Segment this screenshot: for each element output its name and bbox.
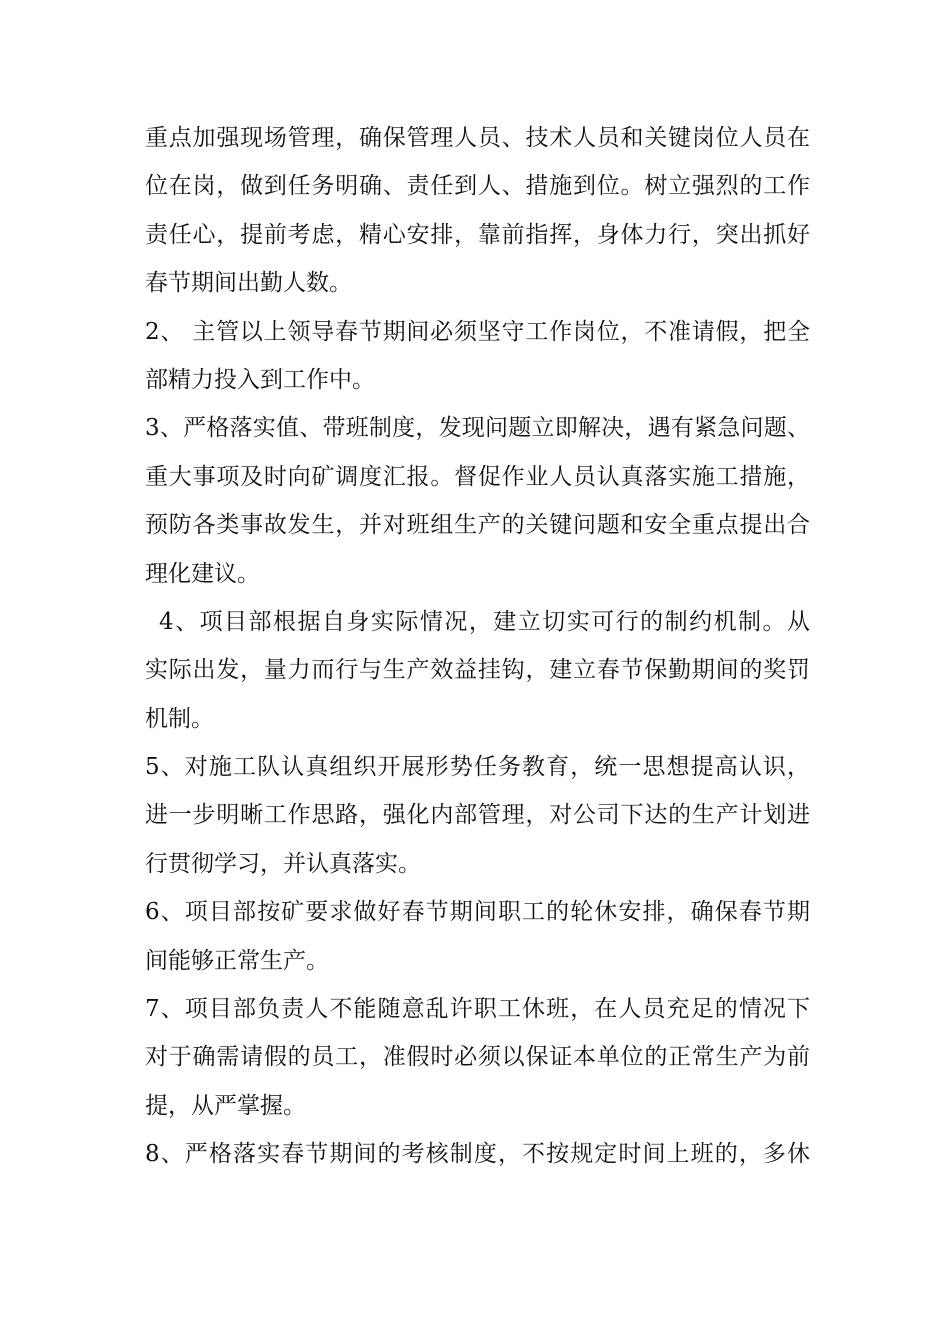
text-line: 8、严格落实春节期间的考核制度，不按规定时间上班的，多休 <box>145 1141 810 1168</box>
text-line: 实际出发，量力而行与生产效益挂钩，建立春节保勤期间的奖罚 <box>145 657 810 684</box>
text-line: 进一步明晰工作思路，强化内部管理，对公司下达的生产计划进 <box>145 802 810 829</box>
text-line: 4、项目部根据自身实际情况，建立切实可行的制约机制。从 <box>159 608 810 635</box>
text-line: 春节期间出勤人数。 <box>145 270 352 297</box>
text-line: 位在岗，做到任务明确、责任到人、措施到位。树立强烈的工作 <box>145 173 810 200</box>
text-line: 7、项目部负责人不能随意乱许职工休班，在人员充足的情况下 <box>145 996 810 1023</box>
text-line: 3、严格落实值、带班制度，发现问题立即解决，遇有紧急问题、 <box>145 415 810 442</box>
text-line: 2、 主管以上领导春节期间必须坚守工作岗位，不准请假，把全 <box>145 318 810 345</box>
text-line: 对于确需请假的员工，准假时必须以保证本单位的正常生产为前 <box>145 1044 810 1071</box>
text-line: 部精力投入到工作中。 <box>145 366 375 393</box>
text-line: 间能够正常生产。 <box>145 947 329 974</box>
text-line: 重大事项及时向矿调度汇报。督促作业人员认真落实施工措施， <box>145 463 810 490</box>
document-body <box>145 114 810 1179</box>
text-line: 重点加强现场管理，确保管理人员、技术人员和关键岗位人员在 <box>145 125 810 151</box>
text-line: 行贯彻学习，并认真落实。 <box>145 850 421 877</box>
text-line: 5、对施工队认真组织开展形势任务教育，统一思想提高认识， <box>145 754 810 781</box>
text-line: 6、项目部按矿要求做好春节期间职工的轮休安排，确保春节期 <box>145 899 810 926</box>
text-line: 预防各类事故发生，并对班组生产的关键问题和安全重点提出合 <box>145 512 810 539</box>
text-line: 理化建议。 <box>145 560 260 587</box>
text-line: 责任心，提前考虑，精心安排，靠前指挥，身体力行，突出抓好 <box>145 221 810 248</box>
text-line: 提，从严掌握。 <box>145 1092 306 1119</box>
text-line: 机制。 <box>145 705 214 732</box>
